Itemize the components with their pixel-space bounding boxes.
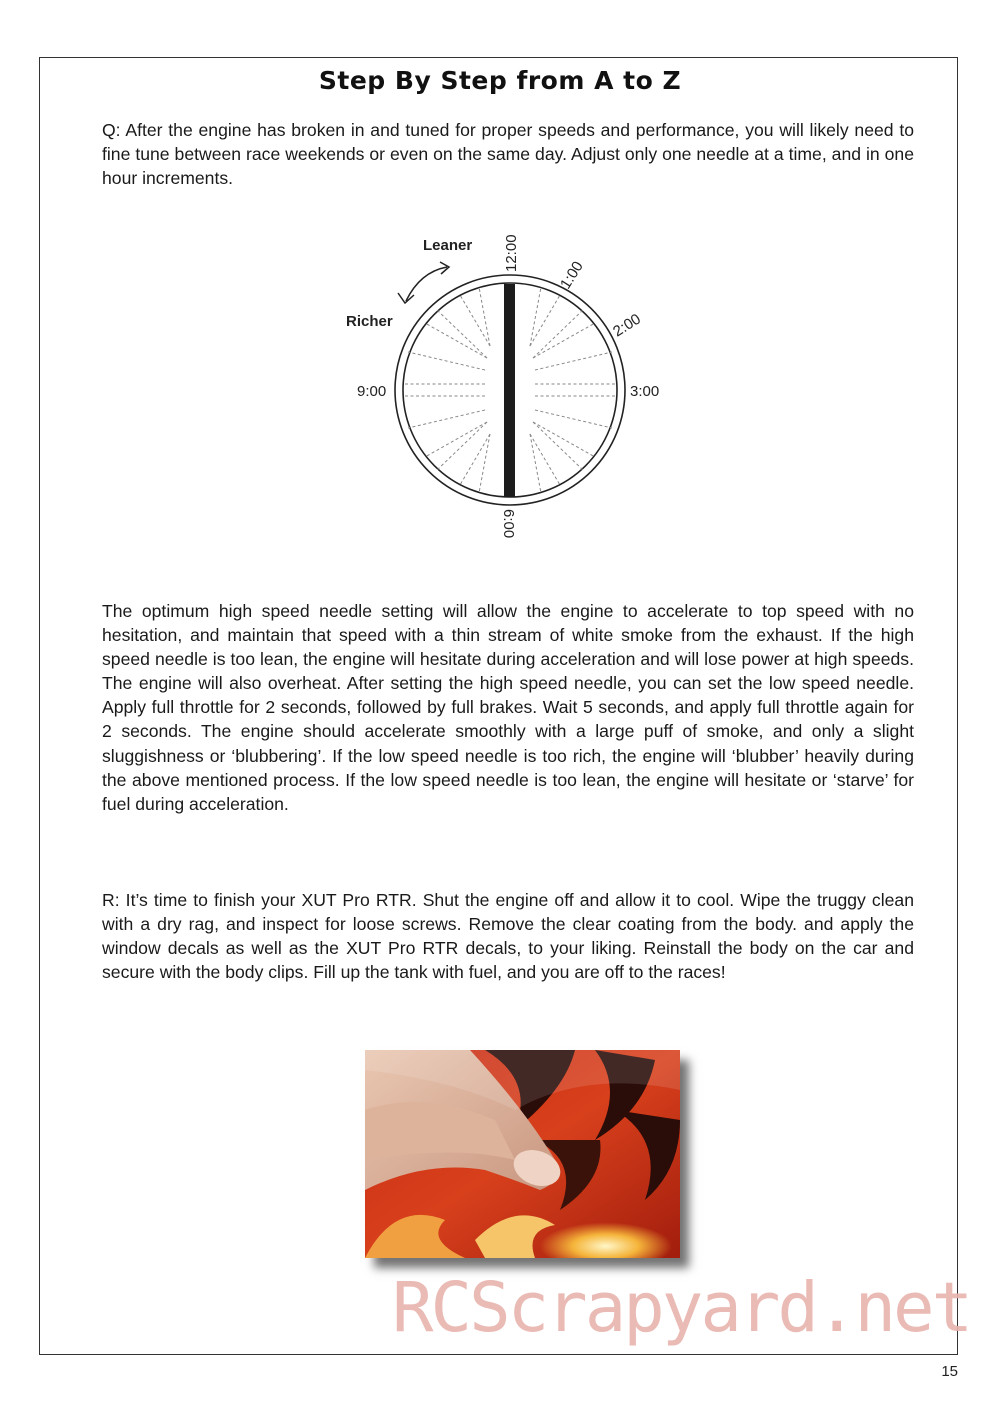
paragraph-q: Q: After the engine has broken in and tuned for proper speeds and performance, you will likely need to fine tune between race weekends or even on the same day. Adjust only one needle at a time, and in one hour increments. [102,120,914,189]
decal-application-photo [365,1050,680,1258]
leaner-label: Leaner [423,237,473,254]
paragraph-optimum: The optimum high speed needle setting will allow the engine to accelerate to top speed with no hesitation, and maintain that speed with a thin stream of white smoke from the exhaust. If the high speed needle is too lean, the engine will hesitate during acceleration and will lose power at high speeds. The engine will also overheat. After setting the high speed needle, you can set the low speed needle. Apply full throttle for 2 seconds, followed by full brakes. Wait 5 seconds, and apply full throttle again for 2 seconds. The engine should accelerate smoothly with a large puff of smoke, and only a slight sluggishness or ‘blubbering’. If the low speed needle is too rich, the engine will ‘blubber’ heavily during the above mentioned process. If the low speed needle is too lean, the engine will hesitate or ‘starve’ for fuel during acceleration. [102,601,914,814]
arrowhead-richer-icon [398,293,414,303]
richer-label: Richer [346,313,393,330]
label-6-00: 6:00 [500,509,517,539]
label-12-00: 12:00 [503,234,520,272]
label-3-00: 3:00 [630,383,660,400]
page-number: 15 [941,1363,958,1380]
needle-dial-diagram [330,225,670,555]
label-2-00: 2:00 [610,310,644,341]
label-1-00: 1:00 [556,258,587,293]
paragraph-r: R: It’s time to finish your XUT Pro RTR. Shut the engine off and allow it to cool. Wipe the truggy clean with a dry rag, and inspect for loose screws. Remove the clear coating from the body. and apply the window decals as well as the XUT Pro RTR decals, to your liking. Reinstall the body on the car and secure with the body clips. Fill up the tank with fuel, and you are off to the races! [102,890,914,983]
page-title: Step By Step from A to Z [318,66,682,95]
needle-slot-bar [504,284,515,497]
label-9-00: 9:00 [357,383,387,400]
watermark-text: RCScrapyard.net [392,1268,971,1348]
